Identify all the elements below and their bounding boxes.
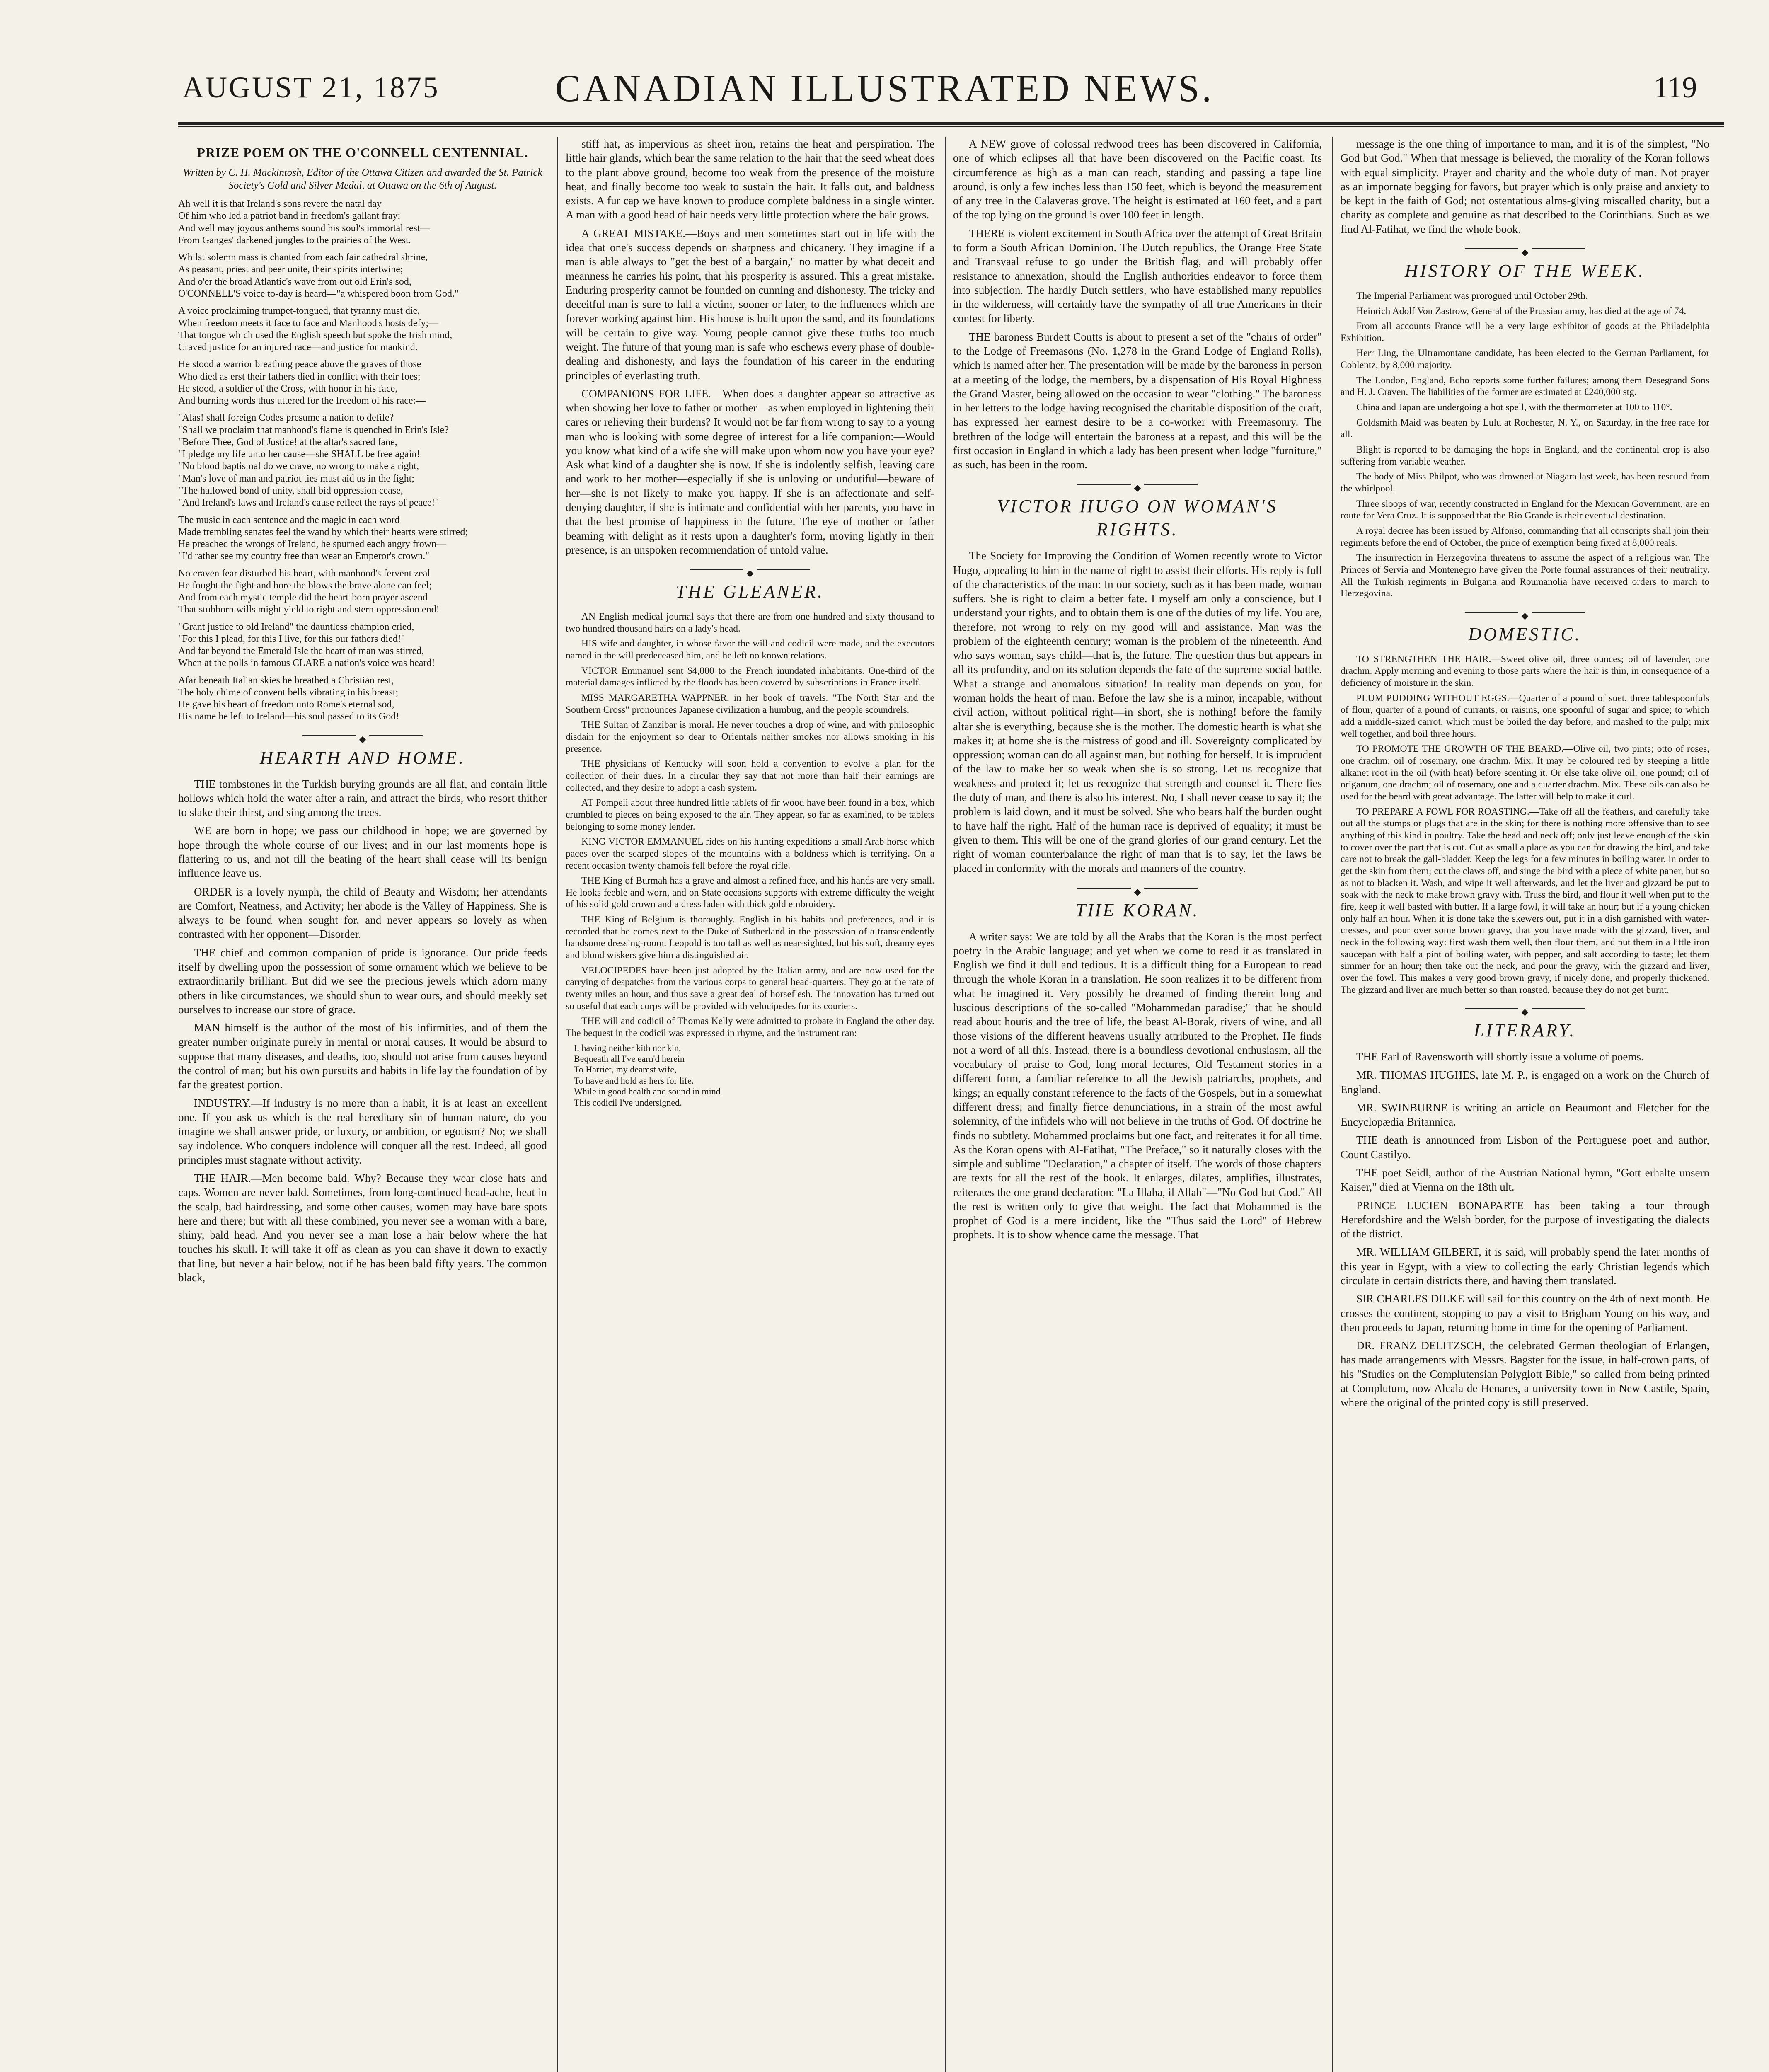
poem-line: "I'd rather see my country free than wear an Emperor's crown." [178, 551, 429, 562]
literary-item: MR. WILLIAM GILBERT, it is said, will probably spend the later months of this year in Egypt, with a view to collecting the early Christian legends which circulate in certain districts there, and having them translated. [1341, 1246, 1709, 1287]
column-4 [1341, 137, 1709, 2072]
verse-line: While in good health and sound in mind [574, 1086, 721, 1097]
poem-line: Afar beneath Italian skies he breathed a Christian rest, [178, 675, 394, 686]
poem-stanza [178, 514, 547, 563]
section-ornament [953, 884, 1322, 892]
poem-body [178, 198, 547, 723]
article-paragraph: THERE is violent excitement in South Africa over the attempt of Great Britain to form a South African Dominion. The Dutch republics, the Orange Free State and Transvaal refuse to go under the British flag, and will probably offer resistance to annexation, should the English authorities endeavor to force them into subjection. The hardly Dutch settlers, who have established many republics in the wilderness, will certainly have the sympathy of all true Americans in their contest for liberty. [953, 227, 1322, 325]
gleaner-item: MISS MARGARETHA WAPPNER, in her book of travels. "The North Star and the Southern Cross" pronounces Japanese civilization a humbug, and the people scoundrels. [566, 692, 934, 715]
section-ornament [566, 565, 934, 574]
poem-line: Of him who led a patriot band in freedom's gallant fray; [178, 211, 401, 222]
history-item: Three sloops of war, recently constructed in England for the Mexican Government, are en route for Vera Cruz. It is supposed that the Rio Grande is their eventual destination. [1341, 498, 1709, 521]
header-rule [178, 122, 1724, 125]
poem-stanza [178, 621, 547, 670]
codicil-verse [566, 1043, 934, 1108]
history-item: The body of Miss Philpot, who was drowned at Niagara last week, has been rescued from the whirlpool. [1341, 471, 1709, 494]
poem-line: "Alas! shall foreign Codes presume a nation to defile? [178, 412, 394, 424]
section-title-victor-hugo: VICTOR HUGO ON WOMAN'S RIGHTS. [997, 496, 1278, 540]
section-title-domestic: DOMESTIC. [1468, 624, 1582, 644]
poem-line: Craved justice for an injured race—and justice for mankind. [178, 342, 418, 353]
column-divider [1332, 137, 1333, 2072]
article-paragraph: COMPANIONS FOR LIFE.—When does a daughter appear so attractive as when showing her love to father or mother—as when employed in lightening their cares or relieving their burdens? It would not be far from wrong to say to a young man who is looking with some degree of interest for a life companion:—Would you know what kind of a wife she will make upon whom now you have your eye? Ask what kind of a daughter she is now. If she is indolently selfish, leaving care and work to her mother—especially if she is unloving or undutiful—beware of her—she is not likely to make you happy. If she is an affectionate and self-denying daughter, if she is intimate and confidential with her parents, you have in that the best promise of happiness in the future. The eye of mother or father beaming with delight as it rests upon a daughter's form, moving lightly in their presence, is an unspoken recommendation of untold value. [566, 387, 934, 556]
column-1 [178, 137, 547, 2072]
poem-line: "The hallowed bond of unity, shall bid oppression cease, [178, 485, 403, 496]
poem-line: "Before Thee, God of Justice! at the altar's sacred fane, [178, 436, 397, 448]
poem-line: The holy chime of convent bells vibrating in his breast; [178, 687, 399, 698]
history-item: Goldsmith Maid was beaten by Lulu at Rochester, N. Y., on Saturday, in the free race for all. [1341, 417, 1709, 440]
column-divider [557, 137, 558, 2072]
article-paragraph: A NEW grove of colossal redwood trees has been discovered in California, one of which eclipses all that have been discovered on the Pacific coast. Its circumference as high as a man can reach, standing and passing a tape line around, is only a few inches less than 150 feet, which is beyond the measurement of any tree in the Calaveras grove. The height is estimated at 160 feet, and a part of the top lying on the ground is over 100 feet in length. [953, 138, 1322, 221]
literary-item: PRINCE LUCIEN BONAPARTE has been taking a tour through Herefordshire and the Welsh border, for the purpose of investigating the dialects of the district. [1341, 1199, 1709, 1240]
section-ornament [1341, 1004, 1709, 1012]
gleaner-item: THE Sultan of Zanzibar is moral. He never touches a drop of wine, and with philosophic disdain for the enjoyment so dear to Orientals neither smokes nor allows smoking in his presence. [566, 719, 934, 754]
poem-line: Who died as erst their fathers died in conflict with their foes; [178, 371, 421, 382]
header-rule-thin [178, 126, 1724, 127]
article-paragraph: THE HAIR.—Men become bald. Why? Because they wear close hats and caps. Women are never bald. Sometimes, from long-continued head-ache, heat in the scalp, bad hairdressing, and some other causes, women may have bare spots here and there; but with all these combined, you never see a woman with a bare, shiny, bald head. And you never see a man lose a hair below where the hat touches his skull. It will take it off as clean as you can shave it down to exactly that line, but never a hair below, not if he has been bald fifty years. The common black, [178, 1172, 547, 1284]
poem-line: No craven fear disturbed his heart, with manhood's fervent zeal [178, 568, 431, 579]
literary-item: MR. SWINBURNE is writing an article on Beaumont and Fletcher for the Encyclopædia Britannica. [1341, 1101, 1709, 1128]
poem-line: "And Ireland's laws and Ireland's cause reflect the rays of peace!" [178, 497, 439, 508]
article-paragraph: A GREAT MISTAKE.—Boys and men sometimes start out in life with the idea that one's success depends on sharpness and chicanery. They imagine if a man is able always to "get the best of a bargain," no matter by what deceit and meanness he carries his point, that his prosperity is assured. This a great mistake. Enduring prosperity cannot be founded on cunning and dishonesty. The tricky and deceitful man is sure to fall a victim, sooner or later, to the influences which are forever working against him. His house is built upon the sand, and its foundations will be certain to give way. Young people cannot give these truths too much weight. The future of that young man is safe who eschews every phase of double-dealing and dishonesty, and lays the foundation of his career in the enduring principles of everlasting truth. [566, 227, 934, 382]
article-paragraph: INDUSTRY.—If industry is no more than a habit, it is at least an excellent one. If you ask us which is the real hereditary sin of human nature, do you imagine we shall answer pride, or luxury, or ambition, or egotism? No; we shall say indolence. Who conquers indolence will conquer all the rest. Indeed, all good principles must stagnate without activity. [178, 1097, 547, 1166]
gleaner-articles [566, 611, 934, 1039]
section-title-history-of-the-week: HISTORY OF THE WEEK. [1405, 260, 1645, 281]
poem-line: He gave his heart of freedom unto Rome's eternal sod, [178, 699, 394, 710]
gleaner-item: AT Pompeii about three hundred little tablets of fir wood have been found in a box, which crumbled to pieces on being exposed to the air. They appear, so far as examined, to be tablets belonging to some money lender. [566, 797, 934, 832]
article-paragraph: MAN himself is the author of the most of his infirmities, and of them the greater number originate purely in mental or moral causes. It would be absurd to suppose that many diseases, and deaths, too, should not arise from causes beyond the control of man; but his own pursuits and habits in life lay the foundation of by far the greatest portion. [178, 1021, 547, 1091]
article-paragraph: The Society for Improving the Condition of Women recently wrote to Victor Hugo, appealing to him in the name of right to assist their efforts. His reply is full of the characteristics of the man: In our society, such as it has been made, woman suffers. She is right to claim a better fate. I myself am only a conscience, but I understand your rights, and to obtain them is one of the duties of my life. You are, therefore, not wrong to rely on my good will and assistance. Man was the problem of the eighteenth century; woman is the problem of the nineteenth. And who says woman, says child—that is, the future. The question thus but appears in all its profundity, and on its solution depends the fate of the supreme social battle. What a strange and anomalous situation! In reality man depends on you, for woman holds the heart of man. Before the law she is a minor, incapable, without civil action, without political right—in short, she is nothing! before the family altar she is everything, because she is the mother. The domestic hearth is what she makes it; at home she is the mistress of good and ill. Sovereignty complicated by oppression; woman can do all against man, but nothing for herself. It is imprudent of the law to make her so weak when she is so strong. Let us recognize that weakness and protect it; let us recognize that strength and counsel it. There lies the duty of man, and there is also his interest. No, I shall never cease to say it; the problem is laid down, and it must be solved. She who bears half the burden ought to have half the right. Half of the human race is deprived of equality; it must be given to them. This will be one of the grand glories of our grand century. Let the right of woman counterbalance the right of man that is to say, let the laws be placed in conformity with the morals and manners of the country. [953, 549, 1322, 875]
section-title-the-koran: THE KORAN. [1075, 900, 1200, 920]
poem-line: He stood a warrior breathing peace above the graves of those [178, 359, 421, 370]
issue-date: AUGUST 21, 1875 [182, 71, 440, 104]
verse-line: To have and hold as hers for life. [574, 1075, 694, 1086]
section-ornament [953, 480, 1322, 488]
history-item: The London, England, Echo reports some further failures; among them Desegrand Sons and H. J. Craven. The liabilities of the former are estimated at £240,000 stg. [1341, 375, 1709, 398]
poem-line: O'CONNELL'S voice to-day is heard—"a whispered boon from God." [178, 288, 459, 299]
article-paragraph: THE tombstones in the Turkish burying grounds are all flat, and contain little hollows which hold the water after a rain, and attract the birds, who resort thither to slake their thirst, and sing among the trees. [178, 777, 547, 819]
article-paragraph: THE baroness Burdett Coutts is about to present a set of the "chairs of order" to the Lodge of Freemasons (No. 1,278 in the Grand Lodge of England Rolls), which is named after her. The presentation will be made by the baroness in person at a meeting of the lodge, the members, by a dispensation of His Royal Highness the Grand Master, being allowed on the occasion to wear "clothing." The baroness in her letters to the lodge having recognised the charitable disposition of the craft, has expressed her earnest desire to be a co-worker with Freemasonry. The brethren of the lodge will entertain the baroness at a repast, and this will be the first occasion in England in which a lady has been present when lodge "furniture," as such, has been in the room. [953, 330, 1322, 471]
verse-line: To Harriet, my dearest wife, [574, 1064, 677, 1075]
poem-line: "For this I plead, for this I live, for this our fathers died!" [178, 633, 405, 644]
poem-stanza [178, 412, 547, 509]
section-ornament [1341, 608, 1709, 616]
gleaner-item: KING VICTOR EMMANUEL rides on his hunting expeditions a small Arab horse which paces over the scarped slopes of the mountains with a boldness which is terrifying. On a recent occasion twenty chamois fell before the royal rifle. [566, 836, 934, 871]
column-divider [945, 137, 946, 2072]
literary-item: DR. FRANZ DELITZSCH, the celebrated German theologian of Erlangen, has made arrangements with Messrs. Bagster for the issue, in half-crown parts, of his "Studies on the Complutensian Polyglott Bible," so called from being printed at Complutum, now Alcala de Henares, a university town in New Castile, Spain, where the original of the printed copy is still preserved. [1341, 1339, 1709, 1409]
recipe-paragraph: PLUM PUDDING WITHOUT EGGS.—Quarter of a pound of suet, three tablespoonfuls of flour, quarter of a pound of currants, or raisins, one spoonful of sugar and spice; to which add a middle-sized carrot, which must be boiled the day before, and mashed to the pulp; mix well together, and boil three hours. [1341, 692, 1709, 739]
poem-line: "No blood baptismal do we crave, no wrong to make a right, [178, 461, 419, 472]
poem-line: He stood, a soldier of the Cross, with honor in his face, [178, 383, 398, 394]
poem-line: When freedom meets it face to face and Manhood's hosts defy;— [178, 317, 439, 329]
article-paragraph: message is the one thing of importance to man, and it is of the simplest, "No God but God." When that message is believed, the morality of the Koran follows with equal simplicity. Prayer and charity and the whole duty of man. Not prayer as an impornate begging for favors, but prayer which is only praise and anxiety to be kept in the faith of God; not ostentatious alms-giving miscalled charity, but a charity as complete and genuine as that described to the Corinthians. Such as we find Al-Fatihat, we find the whole book. [1341, 138, 1709, 235]
domestic-recipes [1341, 654, 1709, 996]
gleaner-item: THE will and codicil of Thomas Kelly were admitted to probate in England the other day. The bequest in the codicil was expressed in rhyme, and the instrument ran: [566, 1016, 934, 1039]
poem-line: That stubborn wills might yield to right and stern oppression end! [178, 604, 440, 615]
poem-stanza [178, 305, 547, 353]
poem-stanza [178, 675, 547, 723]
article-paragraph: A writer says: We are told by all the Arabs that the Koran is the most perfect poetry in the Arabic language; and yet when we come to read it as translated in English we find it dull and tedious. It is a difficult thing for a European to read through the whole Koran in a translation. He soon realizes it to be different from what he imagined it. Very possibly he dreamed of finding therein long and luscious descriptions of the so-called "Mohammedan paradise;" that he should read about houris and the tree of life, the beast Al-Borak, rivers of wine, and all those visions of the different heavens usually attributed to the Prophet. He finds not a word of all this. Instead, there is a boundless devotional enthusiasm, all the vocabulary of praise to God, long moral lectures, Old Testament stories in a different form, a familiar reference to all the Jewish patriarchs, prophets, and kings; an equally constant reference to the facts of the Gospels, but in a somewhat different dress; and finally fierce denunciations, in a strain of the most awful solemnity, of the infidels who will not believe in the truths of God. Of doctrine he finds no subtlety. Mohammed proclaims but one fact, and reiterates it for all time. As the Koran opens with Al-Fatihat, "The Preface," so it naturally closes with the simple and sublime "Declaration," a chapter of itself. The words of those chapters are texts for all the rest of the book. It enlarges, dilates, amplifies, illustrates, reiterates the one grand declaration: "La Illaha, il Allah"—"No God but God." All the rest is written only to give that weight. The fact that Mohammed is the prophet of God is a mere incident, like the "Thus said the Lord" of Hebrew prophets. It is to show whence came the message. That [953, 930, 1322, 1241]
recipe-paragraph: TO STRENGTHEN THE HAIR.—Sweet olive oil, three ounces; oil of lavender, one drachm. Apply morning and evening to those parts where the hair is thin, in consequence of a deficiency of moisture in the skin. [1341, 654, 1709, 689]
poem-stanza [178, 198, 547, 247]
poem-line: Made trembling senates feel the wand by which their hearts were stirred; [178, 526, 468, 537]
gleaner-item: VICTOR Emmanuel sent $4,000 to the French inundated inhabitants. One-third of the material damages inflicted by the floods has been covered by subscriptions in France itself. [566, 665, 934, 688]
gleaner-item: THE physicians of Kentucky will soon hold a convention to evolve a plan for the collection of their dues. In a circular they say that not more than half their earnings are collected, and they desire to adopt a cash system. [566, 758, 934, 793]
gleaner-item: THE King of Belgium is thoroughly. English in his habits and preferences, and it is recorded that he comes next to the Duke of Sutherland in the possession of a transcendently handsome dressing-room. Leopold is too tall as well as near-sighted, but his soft, dreamy eyes and blond wiskers give him a distinguished air. [566, 914, 934, 961]
poem-line: "Shall we proclaim that manhood's flame is quenched in Erin's Isle? [178, 424, 449, 436]
section-title-the-gleaner: THE GLEANER. [675, 581, 825, 602]
poem-stanza [178, 568, 547, 616]
poem-stanza [178, 252, 547, 300]
section-title-literary: LITERARY. [1474, 1020, 1576, 1041]
history-item: China and Japan are undergoing a hot spell, with the thermometer at 100 to 110°. [1356, 402, 1672, 413]
article-paragraph: stiff hat, as impervious as sheet iron, retains the heat and perspiration. The little hair glands, which bear the same relation to the hair that the seed wheat does to the plant above ground, become too weak from the presence of the moisture heat, and finally become too weak to sustain the hair. It falls out, and baldness exists. A fur cap we have known to produce complete baldness in a single winter. A man with a good head of hair needs very little protection where the hair grows. [566, 138, 934, 221]
poem-title: PRIZE POEM ON THE O'CONNELL CENTENNIAL. [197, 145, 528, 160]
gleaner-item: THE King of Burmah has a grave and almost a refined face, and his hands are very small. He looks feeble and worn, and on State occasions supports with extreme difficulty the weight of his solid gold crown and a dress laden with thick gold embroidery. [566, 875, 934, 910]
poem-byline: Written by C. H. Mackintosh, Editor of the Ottawa Citizen and awarded the St. Patrick Society's Gold and Silver Medal, at Ottawa on the 6th of August. [183, 167, 542, 191]
literary-item: THE Earl of Ravensworth will shortly issue a volume of poems. [1356, 1051, 1644, 1063]
gleaner-item: VELOCIPEDES have been just adopted by the Italian army, and are now used for the carrying of despatches from the various corps to general head-quarters. They go at the rate of twenty miles an hour, and thus save a great deal of horseflesh. The innovation has turned out so useful that each corps will be provided with velocipedes for its couriers. [566, 965, 934, 1012]
poem-line: And o'er the broad Atlantic's wave from out old Erin's sod, [178, 276, 411, 287]
poem-line: A voice proclaiming trumpet-tongued, that tyranny must die, [178, 305, 420, 317]
history-items [1341, 290, 1709, 600]
page-header [0, 0, 1769, 137]
recipe-paragraph: TO PROMOTE THE GROWTH OF THE BEARD.—Olive oil, two pints; otto of roses, one drachm; oil of rosemary, one drachm. Mix. It may be coloured red by steeping a little alkanet root in the oil (with heat) before scenting it. Or else take olive oil, one pound; oil of origanum, one drachm; oil of rosemary, one and a quarter drachm. Mix. These oils can also be used for the beard with great advantage. The latter will help to make it curl. [1341, 743, 1709, 802]
newspaper-title: CANADIAN ILLUSTRATED NEWS. [555, 67, 1214, 109]
poem-line: As peasant, priest and peer unite, their spirits intertwine; [178, 264, 403, 275]
poem-line: "Grant justice to old Ireland" the dauntless champion cried, [178, 621, 414, 632]
history-item: The insurrection in Herzegovina threatens to assume the aspect of a religious war. The Princes of Servia and Montenegro have given the Porte formal assurances of their neutrality. All the Turkish regiments in Bulgaria and Roumanolia have received orders to march to Herzegovina. [1341, 552, 1709, 599]
page-number: 119 [1653, 71, 1697, 104]
history-item: From all accounts France will be a very large exhibitor of goods at the Philadelphia Exhibition. [1341, 321, 1709, 344]
poem-line: He fought the fight and bore the blows the brave alone can feel; [178, 580, 432, 591]
verse-line: Bequeath all I've earn'd herein [574, 1053, 685, 1064]
article-paragraph: THE chief and common companion of pride is ignorance. Our pride feeds itself by dwelling upon the possession of some ornament which we believe to be extraordinarily brilliant. But did we see the precious jewels which adorn many others in like circumstances, we should shun to wear ours, and should meekly set ourselves to increase our store of grace. [178, 946, 547, 1016]
poem-line: His name he left to Ireland—his soul passed to its God! [178, 711, 399, 722]
poem-line: From Ganges' darkened jungles to the prairies of the West. [178, 235, 411, 246]
poem-line: When at the polls in famous CLARE a nation's voice was heard! [178, 658, 435, 669]
section-ornament [1341, 244, 1709, 253]
poem-line: "Man's love of man and patriot ties must aid us in the fight; [178, 473, 415, 484]
poem-line: That tongue which used the English speech but spoke the Irish mind, [178, 329, 453, 341]
victor-hugo-article [953, 549, 1322, 875]
poem-line: And far beyond the Emerald Isle the heart of man was stirred, [178, 646, 424, 657]
column-4-continued-article [1341, 137, 1709, 236]
literary-item: MR. THOMAS HUGHES, late M. P., is engaged on a work on the Church of England. [1341, 1069, 1709, 1096]
history-item: The Imperial Parliament was prorogued until October 29th. [1356, 290, 1588, 301]
poem-line: And burning words thus uttered for the freedom of his race:— [178, 395, 426, 407]
poem-line: He preached the wrongs of Ireland, he spurned each angry frown— [178, 539, 447, 550]
poem-line: Ah well it is that Ireland's sons revere the natal day [178, 198, 382, 210]
poem-stanza [178, 358, 547, 407]
gleaner-item: HIS wife and daughter, in whose favor the will and codicil were made, and the executors named in the will predeceased him, and he left no known relations. [566, 638, 934, 661]
column-2 [566, 137, 934, 2072]
recipe-paragraph: TO PREPARE A FOWL FOR ROASTING.—Take off all the feathers, and carefully take out all the stumps or plugs that are in the skin; for there is nothing more offensive than to see anything of this kind in poultry. Take the head and neck off; only just leave enough of the skin to cover over the part that is cut. Cut as small a place as you can for drawing the bird, and take care not to break the gall-bladder. Keep the legs for a few minutes in boiling water, in order to get the skin from them; cut the claws off, and singe the bird with a piece of white paper, but so as not to blacken it. Wash, and wipe it well afterwards, and let the liver and gizzard be put to soak with the neck to make brown gravy with. Truss the bird, and flour it well when put to the fire, keep it well basted with butter. If a large fowl, it will take an hour; but if a young chicken only half an hour. When it is done take the skewers out, put it in a dish garnished with water-cresses, and pour over some brown gravy, that you have made with the gizzard, liver, and neck in the following way: first wash them well, then flour them, and put them in a little iron saucepan with half a pint of boiling water, with pepper, and salt according to taste; let them simmer for an hour; then take out the neck, and pour the gravy, with the gizzard and liver, over the fowl. This makes a very good brown gravy, if nicely done, and properly thickened. The gizzard and liver are much better so than roasted, because they do not get burnt. [1341, 806, 1709, 995]
history-item: Heinrich Adolf Von Zastrow, General of the Prussian army, has died at the age of 74. [1356, 305, 1687, 317]
poem-line: And well may joyous anthems sound his soul's immortal rest— [178, 223, 430, 234]
poem-line: Whilst solemn mass is chanted from each fair cathedral shrine, [178, 252, 428, 263]
section-title-hearth-and-home: HEARTH AND HOME. [260, 747, 465, 768]
verse-line: I, having neither kith nor kin, [574, 1042, 681, 1053]
hearth-articles [178, 777, 547, 1285]
column-3-articles [953, 137, 1322, 472]
literary-item: THE poet Seidl, author of the Austrian National hymn, "Gott erhalte unsern Kaiser," died at Vienna on the 18th ult. [1341, 1167, 1709, 1193]
literary-item: SIR CHARLES DILKE will sail for this country on the 4th of next month. He crosses the continent, stopping to pay a visit to Brigham Young on his way, and then proceeds to Japan, returning home in time for the opening of Parliament. [1341, 1293, 1709, 1334]
article-paragraph: ORDER is a lovely nymph, the child of Beauty and Wisdom; her attendants are Comfort, Neatness, and Activity; her abode is the Valley of Happiness. She is always to be found when sought for, and never appears so lovely as when contrasted with her opponent—Disorder. [178, 885, 547, 941]
article-paragraph: WE are born in hope; we pass our childhood in hope; we are governed by hope through the whole course of our lives; and in our last moments hope is flattering to us, and not till the beating of the heart shall cease will its benign influence leave us. [178, 824, 547, 880]
poem-line: The music in each sentence and the magic in each word [178, 514, 400, 525]
section-ornament [178, 731, 547, 740]
koran-article [953, 929, 1322, 1242]
history-item: Herr Ling, the Ultramontane candidate, has been elected to the German Parliament, for Coblentz, by 8,000 majority. [1341, 348, 1709, 371]
verse-line: This codicil I've undersigned. [574, 1097, 682, 1108]
history-item: A royal decree has been issued by Alfonso, commanding that all conscripts shall join their regiments before the end of October, the price of exemption being fixed at 8,000 reals. [1341, 525, 1709, 548]
column-3 [953, 137, 1322, 2072]
poem-line: And from each mystic temple did the heart-born prayer ascend [178, 592, 428, 603]
gleaner-item: AN English medical journal says that there are from one hundred and sixty thousand to two hundred thousand hairs on a lady's head. [566, 611, 934, 634]
literary-items [1341, 1050, 1709, 1409]
history-item: Blight is reported to be damaging the hops in England, and the continental crop is also suffering from variable weather. [1341, 444, 1709, 467]
literary-item: THE death is announced from Lisbon of the Portuguese poet and author, Count Castilyo. [1341, 1134, 1709, 1161]
poem-line: "I pledge my life unto her cause—she SHALL be free again! [178, 449, 420, 460]
column-2-articles [566, 137, 934, 557]
